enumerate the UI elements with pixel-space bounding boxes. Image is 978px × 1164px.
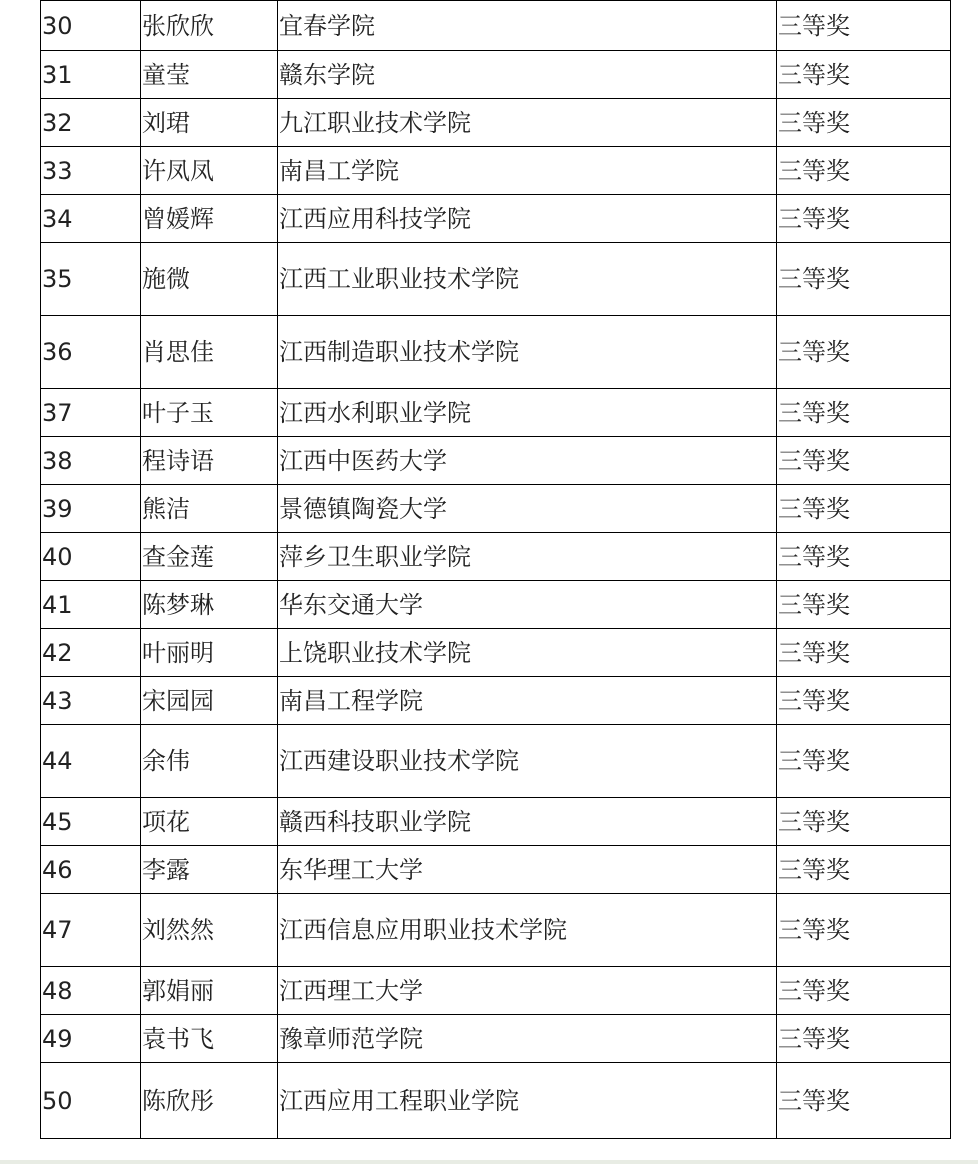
cell-school: 萍乡卫生职业学院 (278, 533, 777, 581)
table-row (41, 389, 951, 437)
cell-name: 施微 (141, 243, 278, 316)
award-list-table (40, 0, 951, 1139)
cell-name: 李露 (141, 846, 278, 894)
cell-award: 三等奖 (777, 1063, 951, 1139)
cell-number: 32 (41, 99, 141, 147)
cell-school: 南昌工程学院 (278, 677, 777, 725)
cell-number: 30 (41, 1, 141, 51)
cell-school: 赣东学院 (278, 51, 777, 99)
cell-name: 查金莲 (141, 533, 278, 581)
cell-number: 37 (41, 389, 141, 437)
table-row (41, 581, 951, 629)
cell-award: 三等奖 (777, 243, 951, 316)
cell-name: 袁书飞 (141, 1015, 278, 1063)
cell-award: 三等奖 (777, 967, 951, 1015)
cell-number: 31 (41, 51, 141, 99)
cell-school: 江西信息应用职业技术学院 (278, 894, 777, 967)
cell-school: 宜春学院 (278, 1, 777, 51)
cell-name: 叶子玉 (141, 389, 278, 437)
cell-award: 三等奖 (777, 533, 951, 581)
table-row (41, 1063, 951, 1139)
cell-award: 三等奖 (777, 316, 951, 389)
cell-name: 童莹 (141, 51, 278, 99)
table-row (41, 437, 951, 485)
cell-school: 江西中医药大学 (278, 437, 777, 485)
cell-award: 三等奖 (777, 1015, 951, 1063)
cell-school: 九江职业技术学院 (278, 99, 777, 147)
table-row (41, 967, 951, 1015)
cell-award: 三等奖 (777, 195, 951, 243)
table-row (41, 798, 951, 846)
cell-award: 三等奖 (777, 485, 951, 533)
cell-school: 江西应用科技学院 (278, 195, 777, 243)
table-row (41, 846, 951, 894)
cell-school: 江西工业职业技术学院 (278, 243, 777, 316)
cell-number: 49 (41, 1015, 141, 1063)
cell-number: 41 (41, 581, 141, 629)
cell-number: 39 (41, 485, 141, 533)
cell-name: 叶丽明 (141, 629, 278, 677)
table-row (41, 1, 951, 51)
cell-number: 42 (41, 629, 141, 677)
cell-award: 三等奖 (777, 798, 951, 846)
cell-award: 三等奖 (777, 99, 951, 147)
table-row (41, 485, 951, 533)
cell-number: 40 (41, 533, 141, 581)
table-row (41, 195, 951, 243)
cell-school: 华东交通大学 (278, 581, 777, 629)
cell-name: 刘然然 (141, 894, 278, 967)
cell-school: 东华理工大学 (278, 846, 777, 894)
award-table-container (40, 0, 950, 1139)
page-bottom-divider (0, 1160, 978, 1164)
cell-name: 程诗语 (141, 437, 278, 485)
cell-award: 三等奖 (777, 894, 951, 967)
cell-name: 熊洁 (141, 485, 278, 533)
cell-name: 宋园园 (141, 677, 278, 725)
cell-school: 南昌工学院 (278, 147, 777, 195)
cell-name: 刘珺 (141, 99, 278, 147)
table-row (41, 1015, 951, 1063)
cell-name: 曾媛辉 (141, 195, 278, 243)
cell-school: 赣西科技职业学院 (278, 798, 777, 846)
cell-award: 三等奖 (777, 581, 951, 629)
cell-school: 江西水利职业学院 (278, 389, 777, 437)
cell-number: 47 (41, 894, 141, 967)
cell-award: 三等奖 (777, 677, 951, 725)
table-row (41, 99, 951, 147)
cell-school: 豫章师范学院 (278, 1015, 777, 1063)
cell-number: 44 (41, 725, 141, 798)
cell-name: 张欣欣 (141, 1, 278, 51)
cell-name: 陈梦琳 (141, 581, 278, 629)
cell-number: 34 (41, 195, 141, 243)
cell-award: 三等奖 (777, 1, 951, 51)
cell-award: 三等奖 (777, 389, 951, 437)
cell-number: 35 (41, 243, 141, 316)
cell-award: 三等奖 (777, 629, 951, 677)
cell-award: 三等奖 (777, 725, 951, 798)
cell-school: 江西理工大学 (278, 967, 777, 1015)
cell-school: 上饶职业技术学院 (278, 629, 777, 677)
cell-name: 郭娟丽 (141, 967, 278, 1015)
cell-number: 38 (41, 437, 141, 485)
table-row (41, 629, 951, 677)
table-row (41, 533, 951, 581)
cell-award: 三等奖 (777, 147, 951, 195)
cell-award: 三等奖 (777, 51, 951, 99)
cell-name: 陈欣彤 (141, 1063, 278, 1139)
cell-number: 43 (41, 677, 141, 725)
cell-name: 项花 (141, 798, 278, 846)
cell-school: 江西应用工程职业学院 (278, 1063, 777, 1139)
cell-number: 46 (41, 846, 141, 894)
table-row (41, 677, 951, 725)
cell-number: 50 (41, 1063, 141, 1139)
table-row (41, 51, 951, 99)
cell-award: 三等奖 (777, 846, 951, 894)
cell-name: 余伟 (141, 725, 278, 798)
cell-school: 江西建设职业技术学院 (278, 725, 777, 798)
cell-number: 33 (41, 147, 141, 195)
cell-number: 45 (41, 798, 141, 846)
table-row (41, 243, 951, 316)
cell-name: 肖思佳 (141, 316, 278, 389)
table-row (41, 894, 951, 967)
table-row (41, 725, 951, 798)
table-row (41, 147, 951, 195)
cell-school: 景德镇陶瓷大学 (278, 485, 777, 533)
table-row (41, 316, 951, 389)
cell-award: 三等奖 (777, 437, 951, 485)
cell-name: 许凤凤 (141, 147, 278, 195)
cell-school: 江西制造职业技术学院 (278, 316, 777, 389)
cell-number: 48 (41, 967, 141, 1015)
cell-number: 36 (41, 316, 141, 389)
